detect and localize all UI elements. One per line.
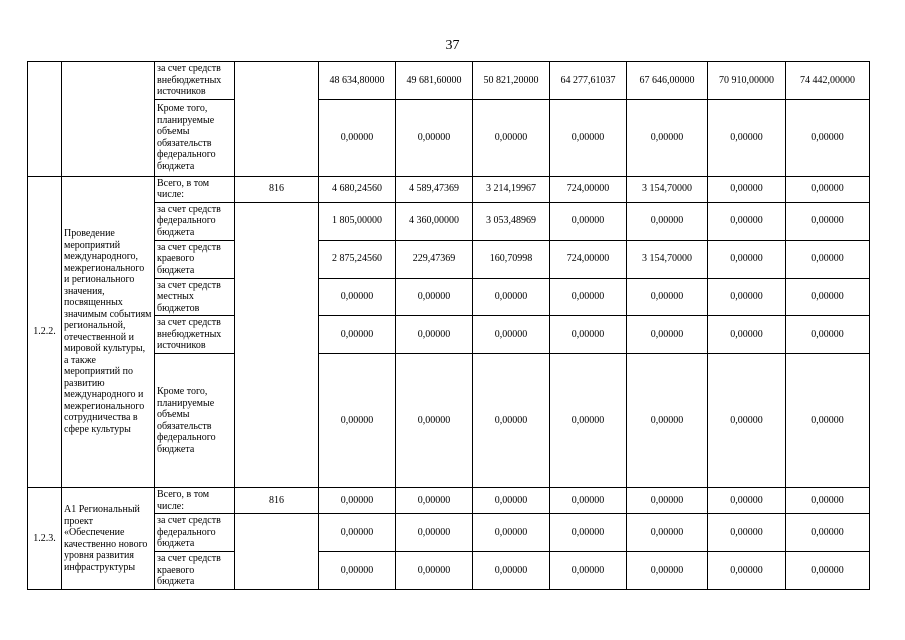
- value-cell: 0,00000: [319, 278, 396, 316]
- value-cell: 0,00000: [550, 354, 627, 488]
- source-cell: за счет средств федерального бюджета: [155, 514, 235, 552]
- value-cell: 0,00000: [396, 99, 473, 176]
- value-cell: 0,00000: [786, 514, 870, 552]
- value-cell: 3 214,19967: [473, 176, 550, 202]
- value-cell: 0,00000: [319, 552, 396, 590]
- value-cell: 0,00000: [627, 488, 708, 514]
- value-cell: 0,00000: [550, 202, 627, 240]
- source-cell: за счет средств внебюджетных источников: [155, 316, 235, 354]
- value-cell: 0,00000: [473, 316, 550, 354]
- source-cell: Всего, в том числе:: [155, 176, 235, 202]
- value-cell: 229,47369: [396, 240, 473, 278]
- value-cell: 0,00000: [627, 278, 708, 316]
- value-cell: 0,00000: [550, 514, 627, 552]
- table-row: [28, 62, 870, 100]
- value-cell: 0,00000: [319, 488, 396, 514]
- code-cell: [235, 202, 319, 488]
- value-cell: 0,00000: [708, 552, 786, 590]
- page-number: 37: [445, 38, 460, 53]
- budget-table: [27, 61, 870, 590]
- row-index-cell: 1.2.2.: [28, 176, 62, 488]
- value-cell: 0,00000: [627, 316, 708, 354]
- name-cell: [62, 62, 155, 177]
- value-cell: 160,70998: [473, 240, 550, 278]
- code-cell: [235, 514, 319, 590]
- value-cell: 0,00000: [319, 99, 396, 176]
- value-cell: 0,00000: [473, 514, 550, 552]
- value-cell: 0,00000: [627, 354, 708, 488]
- value-cell: 0,00000: [708, 354, 786, 488]
- table-row: [28, 278, 870, 316]
- value-cell: 0,00000: [627, 99, 708, 176]
- source-cell: за счет средств краевого бюджета: [155, 552, 235, 590]
- value-cell: 0,00000: [708, 202, 786, 240]
- value-cell: 0,00000: [786, 202, 870, 240]
- value-cell: 2 875,24560: [319, 240, 396, 278]
- row-name-cell: Проведение мероприятий международного, межрегионального и регионального значения, посвященных значимым событиям региональной, отечественной и мировой культуры, а также мероприятий по развитию международного и межрегионального сотрудничества в сфере культуры: [62, 176, 155, 488]
- table-row: [28, 176, 870, 202]
- value-cell: 1 805,00000: [319, 202, 396, 240]
- code-cell: [235, 62, 319, 177]
- value-cell: 4 680,24560: [319, 176, 396, 202]
- value-cell: 0,00000: [550, 488, 627, 514]
- value-cell: 0,00000: [786, 316, 870, 354]
- source-cell: Кроме того, планируемые объемы обязательств федерального бюджета: [155, 99, 235, 176]
- value-cell: 0,00000: [627, 202, 708, 240]
- value-cell: 724,00000: [550, 176, 627, 202]
- value-cell: 0,00000: [396, 488, 473, 514]
- value-cell: 0,00000: [708, 316, 786, 354]
- source-cell: за счет средств местных бюджетов: [155, 278, 235, 316]
- value-cell: 64 277,61037: [550, 62, 627, 100]
- value-cell: 0,00000: [627, 552, 708, 590]
- code-cell: 816: [235, 488, 319, 514]
- value-cell: 0,00000: [708, 488, 786, 514]
- table-row: [28, 99, 870, 176]
- value-cell: 4 589,47369: [396, 176, 473, 202]
- value-cell: 48 634,80000: [319, 62, 396, 100]
- value-cell: 0,00000: [550, 278, 627, 316]
- value-cell: 74 442,00000: [786, 62, 870, 100]
- value-cell: 0,00000: [473, 99, 550, 176]
- value-cell: 67 646,00000: [627, 62, 708, 100]
- source-cell: за счет средств внебюджетных источников: [155, 62, 235, 100]
- value-cell: 0,00000: [550, 552, 627, 590]
- value-cell: 0,00000: [473, 278, 550, 316]
- value-cell: 0,00000: [786, 99, 870, 176]
- table-row: [28, 354, 870, 488]
- table-row: [28, 202, 870, 240]
- value-cell: 0,00000: [473, 552, 550, 590]
- value-cell: 3 053,48969: [473, 202, 550, 240]
- value-cell: 0,00000: [708, 240, 786, 278]
- table-row: [28, 552, 870, 590]
- value-cell: 724,00000: [550, 240, 627, 278]
- value-cell: 0,00000: [550, 316, 627, 354]
- value-cell: 0,00000: [396, 354, 473, 488]
- value-cell: 49 681,60000: [396, 62, 473, 100]
- value-cell: 70 910,00000: [708, 62, 786, 100]
- value-cell: 3 154,70000: [627, 176, 708, 202]
- value-cell: 0,00000: [396, 316, 473, 354]
- value-cell: 0,00000: [786, 240, 870, 278]
- value-cell: 0,00000: [786, 488, 870, 514]
- value-cell: 0,00000: [396, 552, 473, 590]
- value-cell: 0,00000: [473, 488, 550, 514]
- value-cell: 50 821,20000: [473, 62, 550, 100]
- row-index-cell: 1.2.3.: [28, 488, 62, 590]
- table-row: [28, 240, 870, 278]
- value-cell: 0,00000: [473, 354, 550, 488]
- value-cell: 0,00000: [319, 354, 396, 488]
- source-cell: Кроме того, планируемые объемы обязательств федерального бюджета: [155, 354, 235, 488]
- value-cell: 0,00000: [786, 278, 870, 316]
- value-cell: 0,00000: [319, 316, 396, 354]
- value-cell: 4 360,00000: [396, 202, 473, 240]
- table-row: [28, 316, 870, 354]
- source-cell: Всего, в том числе:: [155, 488, 235, 514]
- table-row: [28, 488, 870, 514]
- index-cell: [28, 62, 62, 177]
- value-cell: 0,00000: [786, 552, 870, 590]
- value-cell: 3 154,70000: [627, 240, 708, 278]
- value-cell: 0,00000: [396, 278, 473, 316]
- value-cell: 0,00000: [319, 514, 396, 552]
- value-cell: 0,00000: [708, 176, 786, 202]
- value-cell: 0,00000: [708, 514, 786, 552]
- source-cell: за счет средств краевого бюджета: [155, 240, 235, 278]
- value-cell: 0,00000: [627, 514, 708, 552]
- value-cell: 0,00000: [708, 278, 786, 316]
- value-cell: 0,00000: [708, 99, 786, 176]
- source-cell: за счет средств федерального бюджета: [155, 202, 235, 240]
- table-row: [28, 514, 870, 552]
- row-name-cell: А1 Региональный проект «Обеспечение качественно нового уровня развития инфраструктуры: [62, 488, 155, 590]
- value-cell: 0,00000: [396, 514, 473, 552]
- value-cell: 0,00000: [786, 176, 870, 202]
- code-cell: 816: [235, 176, 319, 202]
- value-cell: 0,00000: [550, 99, 627, 176]
- value-cell: 0,00000: [786, 354, 870, 488]
